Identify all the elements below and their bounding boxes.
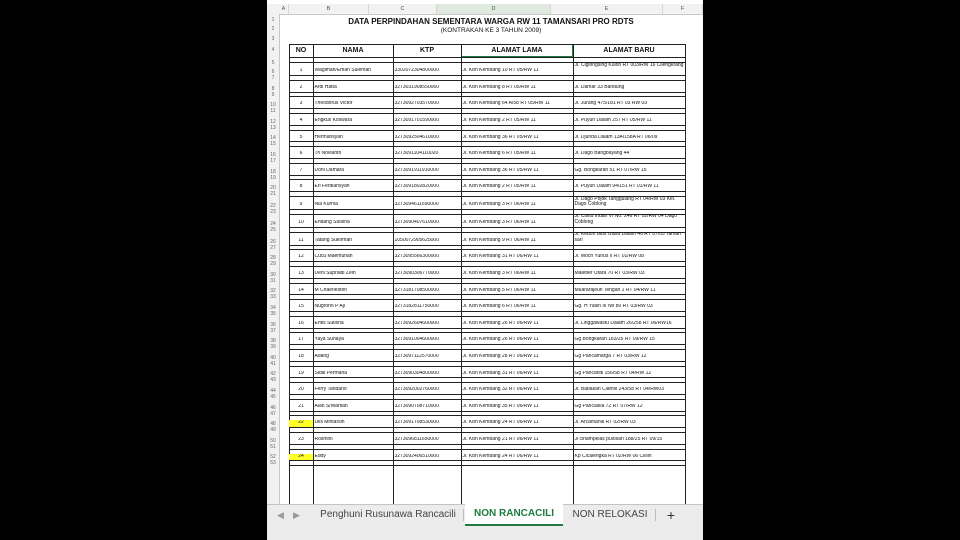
- row-number[interactable]: 19: [270, 174, 276, 181]
- column-header-b[interactable]: B: [289, 4, 369, 14]
- sheet-title: DATA PERPINDAHAN SEMENTARA WARGA RW 11 TAMANSARI PRO RDTS: [348, 17, 634, 26]
- table-border: [289, 163, 685, 164]
- cell-no[interactable]: 12: [298, 254, 304, 260]
- header-alamat-lama: ALAMAT LAMA: [461, 44, 573, 57]
- row-number[interactable]: 42: [270, 371, 276, 378]
- row-number[interactable]: 30: [270, 271, 276, 278]
- table-border: [289, 158, 685, 159]
- row-number[interactable]: 47: [270, 410, 276, 417]
- cell-alamat-lama[interactable]: Jl. Kbn Kembang 3 RT 06/RW 11: [462, 202, 536, 208]
- cell-no[interactable]: 11: [298, 237, 304, 243]
- cell-no[interactable]: 13: [298, 271, 304, 276]
- cell-no[interactable]: 16: [298, 320, 304, 326]
- row-number[interactable]: 23: [270, 209, 276, 215]
- cell-no[interactable]: 8: [299, 184, 303, 190]
- row-number[interactable]: 46: [270, 404, 276, 411]
- cell-alamat-lama[interactable]: Jl. Kbn Kembang 3 RT 06/RW 11: [462, 220, 536, 225]
- row-number[interactable]: 26: [270, 238, 276, 245]
- cell-nama[interactable]: Endang Sutisna: [314, 220, 350, 225]
- cell-ktp[interactable]: 3273097112570000: [394, 354, 439, 359]
- row-number[interactable]: 16: [270, 152, 276, 158]
- cell-ktp[interactable]: 3273096811650000: [394, 437, 439, 442]
- row-number[interactable]: 2: [271, 26, 275, 32]
- row-number[interactable]: 49: [270, 427, 276, 434]
- table-border: [289, 399, 685, 400]
- cell-alamat-baru[interactable]: Jl. Arcamanik RT 02/RW 03: [574, 420, 636, 426]
- row-number[interactable]: 25: [270, 226, 276, 233]
- cell-nama[interactable]: Nia Kurnia: [314, 202, 338, 208]
- table-border: [289, 130, 685, 131]
- table-border: [289, 427, 685, 428]
- cell-nama[interactable]: Cucu Maemunah: [314, 254, 353, 260]
- cell-alamat-baru[interactable]: Gg Bongkaran 183/25 RT 09/RW 15: [574, 337, 655, 343]
- row-number[interactable]: 7: [271, 75, 275, 81]
- cell-ktp[interactable]: 3273092406510000: [394, 453, 439, 459]
- table-border: [289, 141, 685, 142]
- row-number[interactable]: 53: [270, 460, 276, 467]
- column-header-e[interactable]: E: [551, 4, 663, 14]
- table-border: [289, 266, 685, 267]
- table-border: [289, 278, 685, 279]
- cell-nama[interactable]: Ferry Tandano: [314, 387, 347, 393]
- row-number[interactable]: 33: [270, 294, 276, 301]
- sheet-subtitle: (KONTRAKAN KE 3 TAHUN 2009): [440, 27, 542, 34]
- table-border: [289, 92, 685, 93]
- cell-alamat-lama[interactable]: Jl. Kbn Kembang 36 RT 05/RW 11: [462, 167, 539, 173]
- cell-ktp[interactable]: 3273091911910000: [394, 167, 439, 173]
- cell-ktp[interactable]: 3273090708710000: [394, 403, 439, 409]
- cell-alamat-baru[interactable]: Jl. Dago Pojok Tanggulang RT 04/RW 03 Kel. Dago Coblong: [574, 196, 676, 208]
- row-number[interactable]: 20: [270, 185, 276, 192]
- row-number[interactable]: 3: [271, 36, 275, 42]
- cell-nama[interactable]: Wagiman/Eman Suleman: [314, 68, 372, 74]
- cell-ktp[interactable]: 3273181708500000: [394, 287, 439, 293]
- cell-ktp[interactable]: 3273091004600000: [394, 337, 439, 343]
- table-border: [289, 328, 685, 329]
- table-border: [289, 125, 685, 126]
- cell-no[interactable]: 3: [299, 101, 303, 107]
- row-number[interactable]: 5: [271, 60, 275, 66]
- cell-alamat-baru[interactable]: Jl. Cigiringsing Kulon RT 003/RW 16 Cilengkrang: [574, 62, 684, 68]
- column-header-a[interactable]: A: [279, 4, 289, 14]
- row-number[interactable]: 36: [270, 321, 276, 328]
- table-border: [289, 344, 685, 345]
- cell-no[interactable]: 2: [299, 84, 303, 90]
- header-no: NO: [295, 47, 307, 54]
- cell-alamat-baru[interactable]: Jl. Linggawastu Dalam 26/258 RT 06/RW16: [574, 320, 672, 326]
- row-number[interactable]: 45: [270, 394, 276, 400]
- sheet-tab[interactable]: Penghuni Rusunawa Rancacili: [320, 509, 456, 520]
- row-number[interactable]: 6: [271, 69, 275, 75]
- row-number[interactable]: 43: [270, 377, 276, 384]
- cell-alamat-baru[interactable]: Jl. Kebon Bibit Utara Dalam 46 RT 07/05 Taman sari: [574, 232, 681, 243]
- cell-ktp[interactable]: 3273031908550060: [394, 84, 439, 90]
- table-border: [289, 175, 685, 176]
- tab-separator: [655, 509, 656, 521]
- row-number[interactable]: 12: [270, 118, 276, 125]
- cell-nama[interactable]: Ulis Mintarsih: [314, 420, 345, 426]
- cell-alamat-baru[interactable]: Gg Pancaniti 156/58 RT 04/RW 12: [574, 370, 652, 376]
- row-number[interactable]: 31: [270, 277, 276, 284]
- cell-nama[interactable]: Tatang Sukirman: [314, 237, 353, 243]
- cell-alamat-lama[interactable]: Jl. Kbn Kembang 31 RT 06/RW 11: [462, 254, 539, 260]
- cell-nama[interactable]: Deni Supriadi Zein: [314, 271, 356, 276]
- cell-nama[interactable]: M Chaerleston: [314, 287, 348, 293]
- cell-no[interactable]: 15: [298, 304, 304, 310]
- row-number[interactable]: 40: [270, 354, 276, 361]
- cell-alamat-baru[interactable]: Gg. Bongkaran 51 RT 07/RW 15: [574, 167, 647, 173]
- cell-no[interactable]: 20: [298, 387, 304, 393]
- cell-ktp[interactable]: 3273095566300000: [394, 254, 439, 260]
- table-border: [289, 57, 685, 58]
- row-number[interactable]: 27: [270, 244, 276, 251]
- cell-ktp[interactable]: 3273090407610000: [394, 220, 439, 225]
- table-border: [289, 332, 685, 333]
- row-number[interactable]: 18: [270, 168, 276, 175]
- cell-ktp[interactable]: 3273090304800000: [394, 370, 439, 376]
- row-number[interactable]: 34: [270, 305, 276, 311]
- row-number[interactable]: 10: [270, 102, 276, 109]
- cell-ktp[interactable]: 3273182811750000: [394, 304, 439, 310]
- row-number[interactable]: 44: [270, 388, 276, 394]
- tab-next-icon[interactable]: ▶: [293, 510, 300, 520]
- cell-alamat-baru[interactable]: Muararajeun Tengah 1 RT 04/RW 11: [574, 287, 656, 293]
- cell-alamat-baru[interactable]: Jl. Babakan Ciamis 243/58 RT 04/RW03: [574, 387, 664, 393]
- cell-alamat-lama[interactable]: Jl. Kbn Kembang 6 RT 05/RW 11: [462, 151, 536, 157]
- table-border: [289, 382, 685, 383]
- table-border: [289, 444, 685, 445]
- row-number[interactable]: 13: [270, 124, 276, 131]
- cell-alamat-baru[interactable]: Gg Pancamarga 7 RT 03/RW 12: [574, 354, 647, 359]
- cell-alamat-lama[interactable]: Jl. Kbn Kembang 24 RT 06/RW 11: [462, 453, 539, 459]
- row-number[interactable]: 8: [271, 85, 275, 92]
- table-border: [685, 44, 686, 504]
- table-border: [289, 415, 685, 416]
- row-number[interactable]: 22: [270, 203, 276, 209]
- row-number[interactable]: 29: [270, 261, 276, 268]
- column-header-c[interactable]: C: [369, 4, 437, 14]
- table-border: [289, 146, 685, 147]
- table-border: [289, 377, 685, 378]
- column-header-d[interactable]: D: [437, 4, 551, 14]
- cell-alamat-lama[interactable]: Jl. Kbn Kembang 35 RT 06/RW 11: [462, 403, 539, 409]
- cell-alamat-baru[interactable]: Jl cihampelas pulosari 188/25 RT 09/15: [574, 437, 663, 442]
- tab-separator: [463, 509, 464, 521]
- cell-alamat-lama[interactable]: Jl. Kbn Kembang 24 RT 06/RW 11: [462, 420, 539, 426]
- table-border: [289, 299, 685, 300]
- cell-ktp[interactable]: 3302072304800000: [394, 68, 439, 74]
- table-border: [289, 349, 685, 350]
- table-border: [289, 108, 685, 109]
- row-number[interactable]: 15: [270, 141, 276, 148]
- cell-no[interactable]: 7: [299, 167, 303, 173]
- cell-nama[interactable]: Alan S/Wartiah: [314, 403, 348, 409]
- cell-nama[interactable]: Rosmini: [314, 437, 333, 442]
- cell-no[interactable]: 9: [299, 202, 303, 208]
- row-number[interactable]: 50: [270, 437, 276, 444]
- cell-alamat-lama[interactable]: Jl. Kbn Kembang 5 RT 06/RW 11: [462, 287, 536, 293]
- table-border: [289, 283, 685, 284]
- row-number[interactable]: 14: [270, 135, 276, 142]
- header-alamat-baru: ALAMAT BARU: [603, 47, 655, 54]
- row-number[interactable]: 41: [270, 360, 276, 367]
- sheet-tab[interactable]: NON RANCACILI: [465, 504, 563, 526]
- cell-no[interactable]: 5: [299, 134, 303, 140]
- row-number[interactable]: 21: [270, 191, 276, 198]
- table-border: [289, 394, 685, 395]
- table-border: [289, 191, 685, 192]
- cell-alamat-lama[interactable]: Jl. Kbn Kembang 9 RT 06/RW 11: [462, 237, 536, 243]
- cell-ktp[interactable]: 3273091802820000: [394, 184, 439, 190]
- cell-ktp[interactable]: 3273092703570000: [394, 101, 439, 107]
- cell-nama[interactable]: Hermansyah: [314, 134, 343, 140]
- cell-no[interactable]: 21: [298, 403, 304, 409]
- cell-ktp[interactable]: 1050072905625000: [394, 237, 439, 243]
- cell-no[interactable]: 23: [298, 437, 304, 442]
- cell-nama[interactable]: Entis Sutisna: [314, 320, 344, 326]
- table-border: [289, 113, 685, 114]
- cell-alamat-lama[interactable]: Jl. Kbn Kembang 2 RT 05/RW 11: [462, 184, 536, 190]
- cell-no[interactable]: 14: [298, 287, 304, 293]
- cell-ktp[interactable]: 3273090306770000: [394, 271, 439, 276]
- cell-nama[interactable]: Adang: [314, 354, 329, 359]
- cell-alamat-baru[interactable]: Jl. Cisitu Indah VI No. 246 RT 02/RW 04 Dago Coblong: [574, 214, 678, 226]
- row-number[interactable]: 24: [270, 220, 276, 227]
- cell-nama[interactable]: Eri Ferdiansyah: [314, 184, 350, 190]
- cell-alamat-baru[interactable]: Jl. Puyuh Dalam 94/151 RT 01/RW 11: [574, 184, 659, 190]
- cell-nama[interactable]: Tri Novianto: [314, 151, 342, 157]
- table-border: [289, 311, 685, 312]
- cell-no[interactable]: 18: [298, 354, 304, 359]
- cell-nama[interactable]: Ardi Hatta: [314, 84, 337, 90]
- table-border: [289, 449, 685, 450]
- row-number[interactable]: 1: [271, 17, 275, 23]
- tab-prev-icon[interactable]: ◀: [277, 510, 284, 520]
- cell-alamat-lama[interactable]: Jl. Kbn Kembang 26 RT 06/RW 11: [462, 337, 539, 343]
- add-sheet-button[interactable]: +: [666, 507, 676, 523]
- cell-alamat-lama[interactable]: Jl. Kbn Kembang 3 RT 06/RW 11: [462, 271, 536, 276]
- cell-ktp[interactable]: 3273094611690000: [394, 202, 439, 208]
- cell-alamat-lama[interactable]: Jl. Kbn Kembang 31 RT 06/RW 11: [462, 370, 539, 376]
- cell-alamat-lama[interactable]: Jl. Kbn Kembang 8 RT 05/RW 11: [462, 84, 536, 90]
- cell-no[interactable]: 1: [299, 68, 303, 74]
- table-border: [289, 361, 685, 362]
- row-number[interactable]: 39: [270, 344, 276, 351]
- cell-no[interactable]: 22: [289, 420, 313, 426]
- row-number[interactable]: 9: [271, 91, 275, 98]
- table-border: [289, 465, 685, 466]
- cell-alamat-lama[interactable]: Jl. Kbn Kembang 21 RT 06/RW 11: [462, 437, 539, 442]
- cell-nama[interactable]: Sidik Permana: [314, 370, 348, 376]
- cell-no[interactable]: 19: [298, 370, 304, 376]
- cell-alamat-baru[interactable]: Maleber Utara 70 RT 03/RW 03: [574, 271, 645, 276]
- cell-ktp[interactable]: 3273092504610000: [394, 134, 439, 140]
- row-number[interactable]: 32: [270, 288, 276, 295]
- cell-alamat-lama[interactable]: Jl. Kbn Kembang 28 RT 06/RW 11: [462, 354, 539, 359]
- row-number[interactable]: 51: [270, 443, 276, 450]
- row-number[interactable]: 38: [270, 338, 276, 345]
- row-number[interactable]: 48: [270, 421, 276, 428]
- sheet-grid[interactable]: [279, 14, 703, 504]
- cell-nama[interactable]: Nugroho P Aji: [314, 304, 345, 310]
- row-number[interactable]: 4: [271, 47, 275, 53]
- row-number[interactable]: 11: [270, 108, 276, 115]
- cell-nama[interactable]: Yaya Suhaya: [314, 337, 344, 343]
- cell-alamat-baru[interactable]: Gg Pancasila 72 RT 07/RW 12: [574, 403, 643, 409]
- header-nama: NAMA: [342, 47, 364, 54]
- cell-no[interactable]: 17: [298, 337, 304, 343]
- cell-no[interactable]: 10: [298, 220, 304, 225]
- table-border: [289, 432, 685, 433]
- cell-alamat-baru[interactable]: Jl. Jurang 475/181 RT 03 RW 03: [574, 101, 648, 107]
- table-border: [289, 366, 685, 367]
- cell-alamat-lama[interactable]: Jl. Kbn Kembang 64 A/58 RT 05/RW 11: [462, 101, 550, 107]
- table-border: [289, 261, 685, 262]
- cell-alamat-baru[interactable]: Jl. Puyuh Dalam 257 RT 05/RW 11: [574, 118, 652, 123]
- header-ktp: KTP: [420, 47, 434, 54]
- table-border: [289, 44, 685, 45]
- table-border: [289, 96, 685, 97]
- cell-nama[interactable]: Engkus Koswara: [314, 118, 353, 123]
- table-border: [289, 179, 685, 180]
- cell-ktp[interactable]: 3273091104110020: [394, 151, 439, 157]
- cell-alamat-lama[interactable]: Jl. Kbn Kembang 6 RT 06/RW 11: [462, 304, 536, 310]
- table-border: [289, 80, 685, 81]
- cell-ktp[interactable]: 3273092002760000: [394, 387, 439, 393]
- cell-alamat-lama[interactable]: Jl. Kbn Kembang 2 RT 05/RW 11: [462, 118, 536, 123]
- cell-no[interactable]: 6: [299, 151, 303, 157]
- row-number[interactable]: 28: [270, 255, 276, 262]
- cell-ktp[interactable]: 3273092604600000: [394, 320, 439, 326]
- cell-alamat-lama[interactable]: Jl. Kbn Kembang 32 RT 06/RW 11: [462, 387, 539, 393]
- cell-alamat-lama[interactable]: Jl. Kbn Kembang 36 RT 05/RW 11: [462, 134, 539, 140]
- table-border: [289, 249, 685, 250]
- cell-ktp[interactable]: 3273091708530000: [394, 420, 439, 426]
- table-border: [289, 294, 685, 295]
- cell-nama[interactable]: Doni Damara: [314, 167, 344, 173]
- row-number[interactable]: 35: [270, 311, 276, 317]
- sheet-tab-bar: [267, 504, 703, 540]
- cell-alamat-baru[interactable]: Jl. Dago Bangbayang 44: [574, 151, 630, 157]
- cell-ktp[interactable]: 3273091701590000: [394, 118, 439, 123]
- table-border: [289, 411, 685, 412]
- spreadsheet-view[interactable]: [267, 0, 703, 540]
- cell-alamat-baru[interactable]: Jl. Djunda Dalam 13A/158A RT 06/09: [574, 134, 658, 140]
- column-header-f[interactable]: F: [663, 4, 703, 14]
- cell-nama[interactable]: Eddy: [314, 453, 326, 459]
- sheet-tab[interactable]: NON RELOKASI: [572, 509, 648, 520]
- table-border: [289, 316, 685, 317]
- cell-alamat-baru[interactable]: Gg. H Yasin III No 80 RT 03/RW 03: [574, 304, 653, 310]
- cell-no[interactable]: 24: [289, 454, 313, 460]
- table-border: [289, 460, 685, 461]
- cell-alamat-lama[interactable]: Jl. Kbn Kembang 10 RT 05/RW 11: [462, 68, 539, 74]
- cell-nama[interactable]: Theodorus Victor: [314, 101, 353, 107]
- cell-alamat-baru[interactable]: Kp Cicalengka RT 02/RW 06 Cililin: [574, 453, 652, 459]
- cell-alamat-baru[interactable]: Jl. Damar 33 Bandung: [574, 84, 625, 90]
- cell-alamat-lama[interactable]: Jl. Kbn Kembang 26 RT 06/RW 11: [462, 320, 539, 326]
- row-number[interactable]: 52: [270, 454, 276, 461]
- cell-no[interactable]: 4: [299, 118, 303, 123]
- row-number[interactable]: 17: [270, 158, 276, 164]
- cell-alamat-baru[interactable]: Jl. Moch Yunus II RT 01/RW 08: [574, 254, 644, 260]
- row-number[interactable]: 37: [270, 327, 276, 334]
